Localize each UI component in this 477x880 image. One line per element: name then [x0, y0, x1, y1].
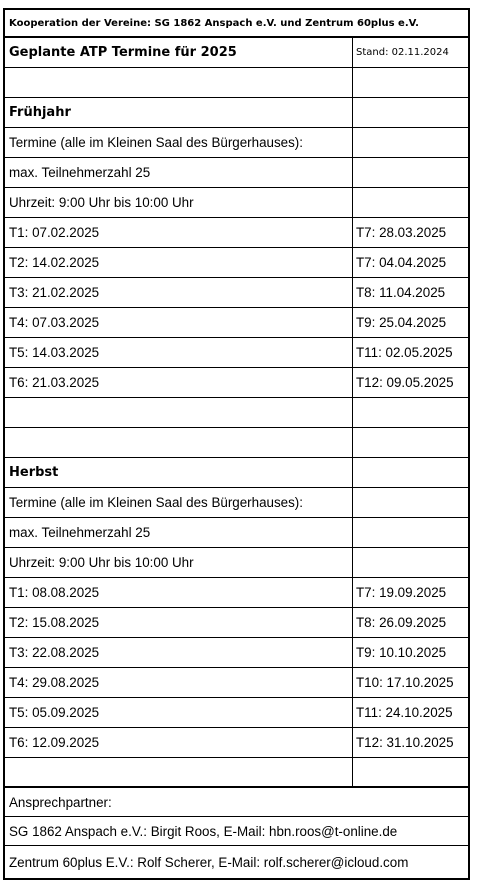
organization-heading: Kooperation der Vereine: SG 1862 Anspach e.V. und Zentrum 60plus e.V.	[9, 17, 419, 29]
date-left: T1: 07.02.2025	[5, 218, 353, 247]
date-row	[5, 668, 468, 698]
date-row	[5, 728, 468, 758]
date-row	[5, 308, 468, 338]
date-left: T5: 05.09.2025	[5, 698, 353, 727]
date-right: T7: 04.04.2025	[356, 255, 447, 270]
contact-row	[5, 817, 468, 846]
date-right: T8: 26.09.2025	[356, 615, 447, 630]
section-heading-fruehjahr: Frühjahr	[5, 98, 353, 127]
date-left: T4: 29.08.2025	[5, 668, 353, 697]
date-right: T10: 17.10.2025	[356, 675, 454, 690]
info-venue: Termine (alle im Kleinen Saal des Bürgerhauses):	[5, 128, 353, 157]
empty-row	[5, 398, 468, 428]
date-right: T12: 09.05.2025	[356, 375, 454, 390]
section-heading-row	[5, 458, 468, 488]
date-left: T3: 22.08.2025	[5, 638, 353, 667]
info-row	[5, 548, 468, 578]
organization-row	[5, 10, 468, 38]
info-row	[5, 488, 468, 518]
date-right: T12: 31.10.2025	[356, 735, 454, 750]
date-right: T7: 28.03.2025	[356, 225, 447, 240]
empty-row	[5, 428, 468, 458]
contact-row	[5, 846, 468, 878]
date-row	[5, 578, 468, 608]
date-left: T2: 14.02.2025	[5, 248, 353, 277]
info-time: Uhrzeit: 9:00 Uhr bis 10:00 Uhr	[5, 548, 353, 577]
date-left: T6: 21.03.2025	[5, 368, 353, 397]
stand-date: Stand: 02.11.2024	[356, 47, 449, 58]
empty-row	[5, 758, 468, 788]
contact-heading-row	[5, 788, 468, 817]
section-heading-row	[5, 98, 468, 128]
contact-zentrum-60plus: Zentrum 60plus E.V.: Rolf Scherer, E-Mail: rolf.scherer@icloud.com	[9, 854, 409, 870]
info-venue: Termine (alle im Kleinen Saal des Bürgerhauses):	[5, 488, 353, 517]
date-right: T9: 25.04.2025	[356, 315, 447, 330]
date-right: T8: 11.04.2025	[356, 285, 446, 300]
schedule-sheet	[3, 8, 470, 880]
info-max-participants: max. Teilnehmerzahl 25	[5, 158, 353, 187]
date-left: T3: 21.02.2025	[5, 278, 353, 307]
date-row	[5, 218, 468, 248]
date-left: T6: 12.09.2025	[5, 728, 353, 757]
date-row	[5, 608, 468, 638]
date-row	[5, 698, 468, 728]
page-title: Geplante ATP Termine für 2025	[5, 38, 353, 67]
info-max-participants: max. Teilnehmerzahl 25	[5, 518, 353, 547]
empty-row	[5, 68, 468, 98]
contact-sg-anspach: SG 1862 Anspach e.V.: Birgit Roos, E-Mail: hbn.roos@t-online.de	[9, 823, 398, 839]
date-left: T5: 14.03.2025	[5, 338, 353, 367]
date-row	[5, 248, 468, 278]
date-row	[5, 368, 468, 398]
section-heading-herbst: Herbst	[5, 458, 353, 487]
date-left: T1: 08.08.2025	[5, 578, 353, 607]
date-row	[5, 338, 468, 368]
info-row	[5, 188, 468, 218]
title-row	[5, 38, 468, 68]
date-row	[5, 278, 468, 308]
contact-heading: Ansprechpartner:	[9, 794, 112, 810]
date-right: T11: 02.05.2025	[356, 345, 453, 360]
date-left: T4: 07.03.2025	[5, 308, 353, 337]
date-right: T11: 24.10.2025	[356, 705, 453, 720]
date-right: T7: 19.09.2025	[356, 585, 447, 600]
info-row	[5, 128, 468, 158]
info-row	[5, 518, 468, 548]
info-time: Uhrzeit: 9:00 Uhr bis 10:00 Uhr	[5, 188, 353, 217]
info-row	[5, 158, 468, 188]
date-left: T2: 15.08.2025	[5, 608, 353, 637]
date-right: T9: 10.10.2025	[356, 645, 447, 660]
date-row	[5, 638, 468, 668]
